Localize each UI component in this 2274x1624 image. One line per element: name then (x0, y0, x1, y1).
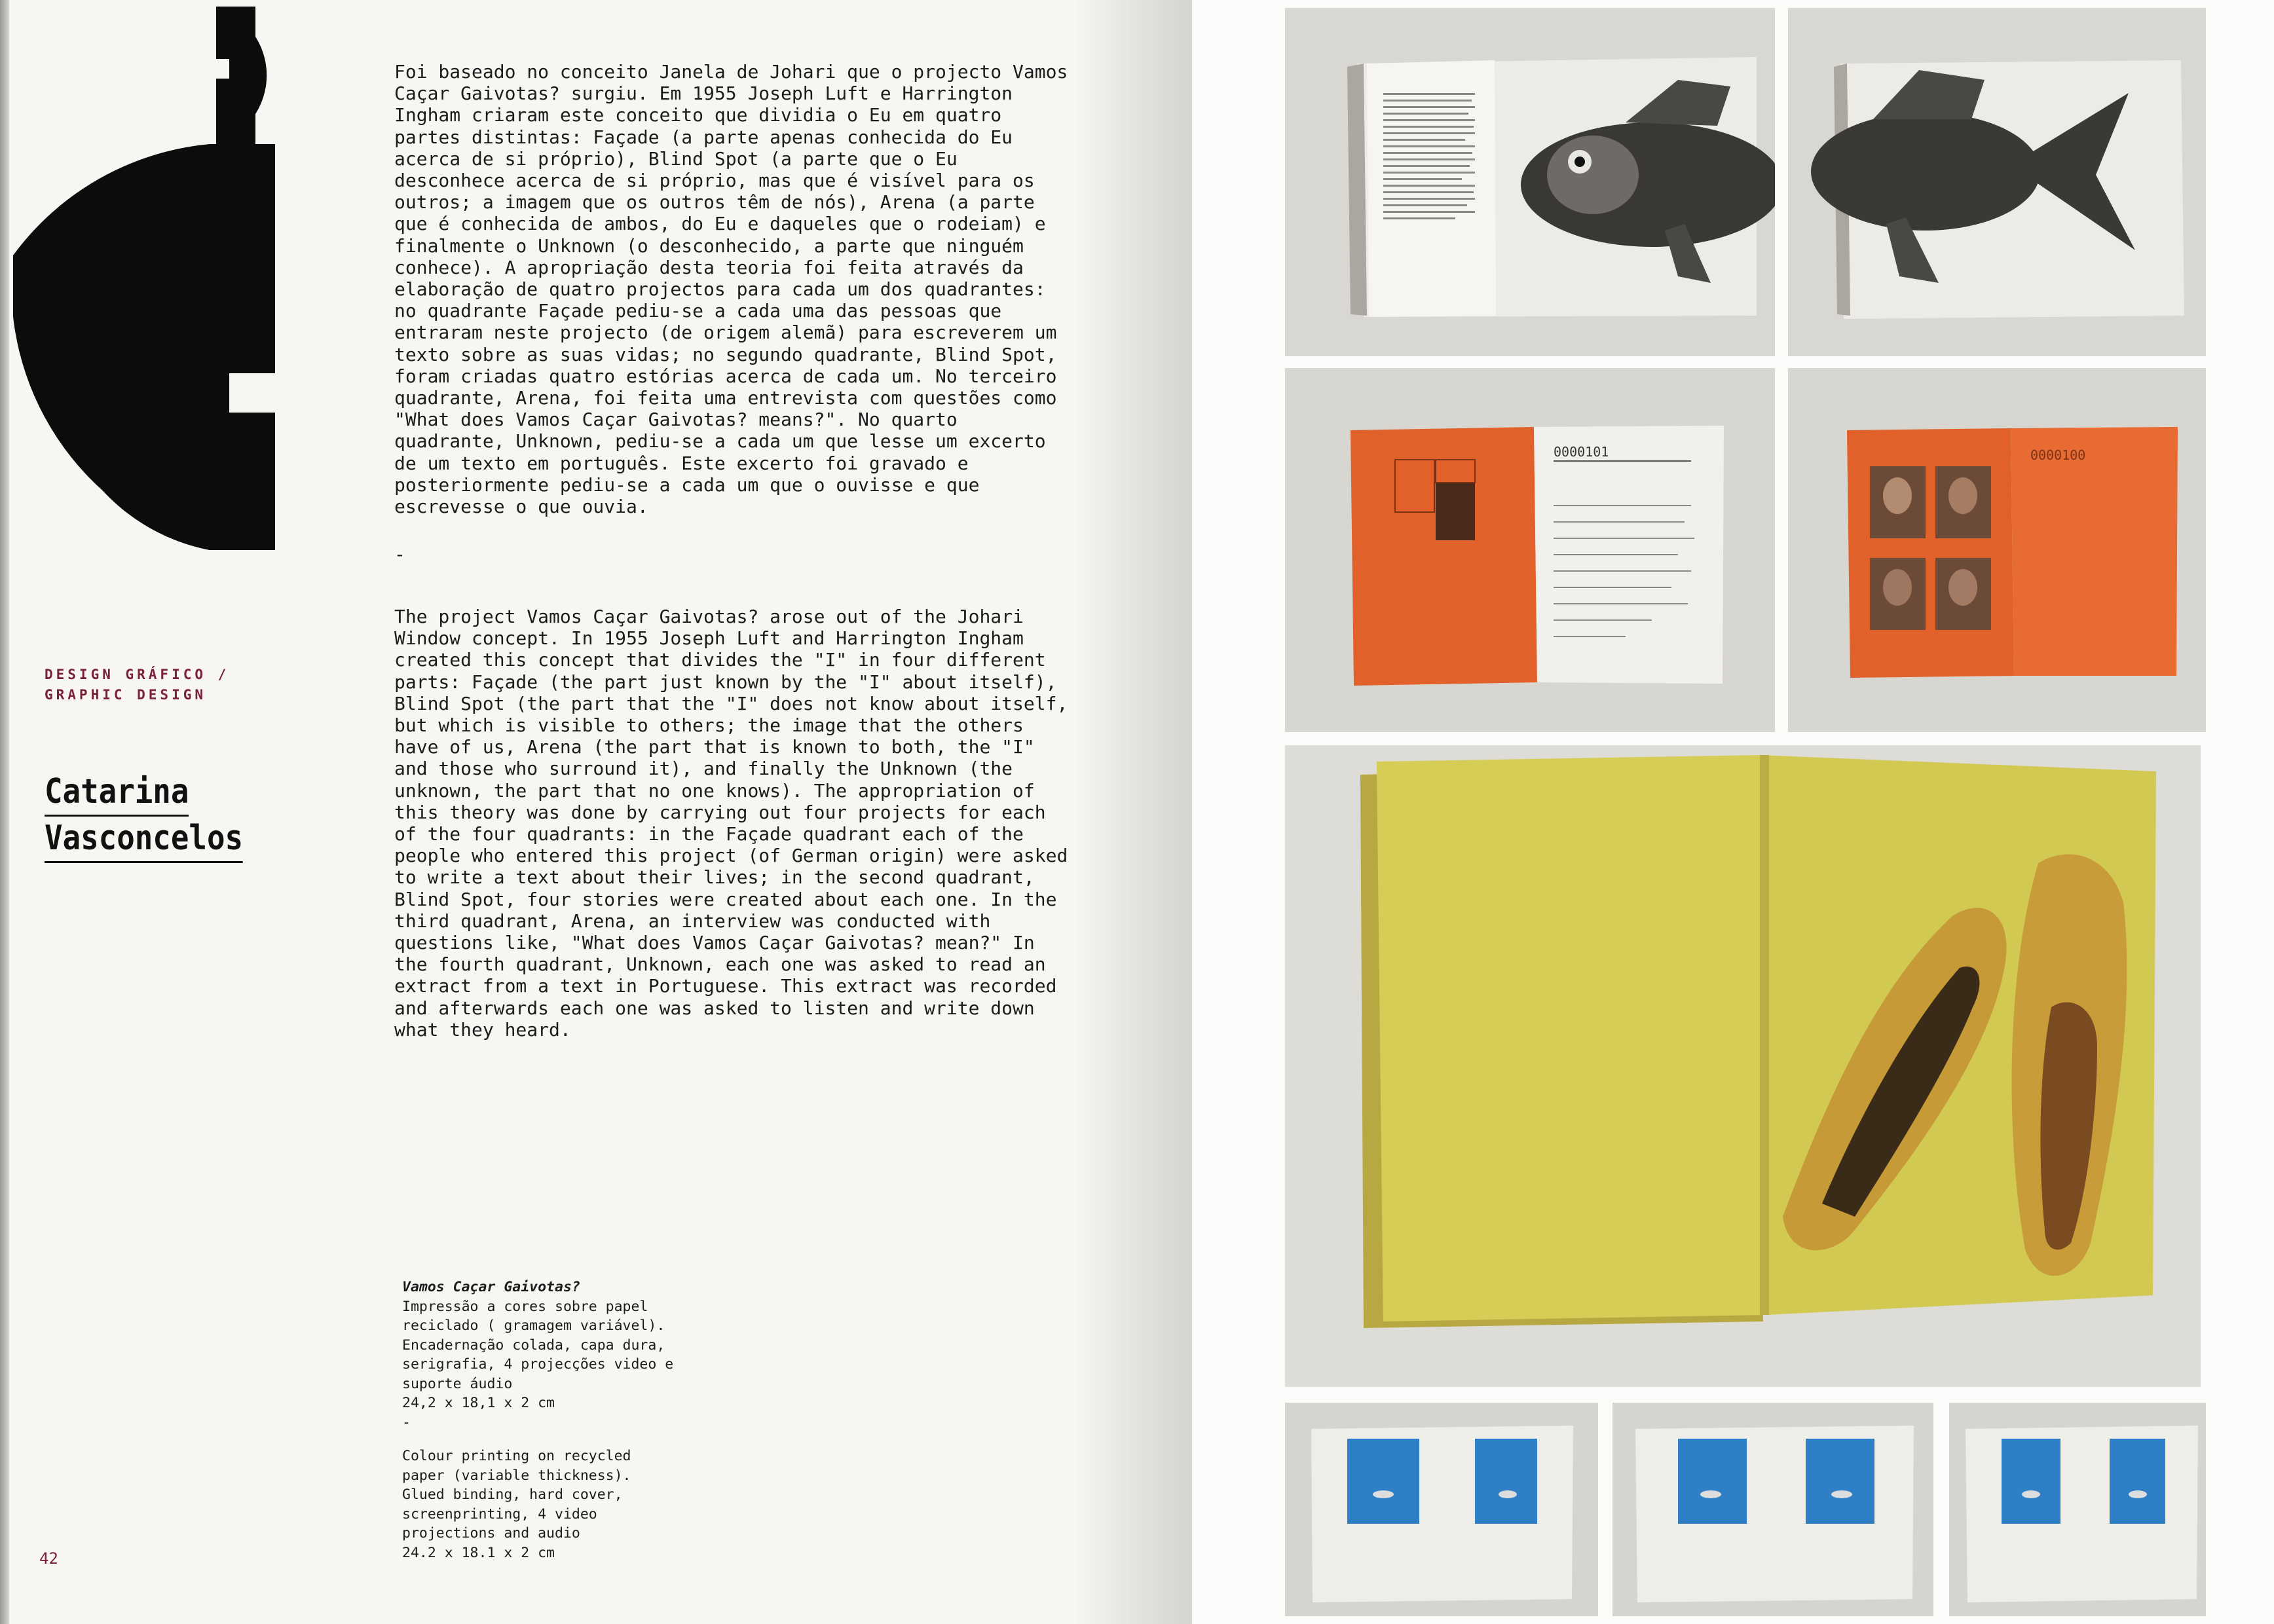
spine-gutter (1074, 0, 1192, 1624)
caption-en-line: Glued binding, hard cover, (402, 1486, 623, 1503)
body-text-portuguese (394, 61, 1069, 517)
caption-en-line: Colour printing on recycled (402, 1448, 631, 1464)
caption-pt-line: serigrafia, 4 projecções video e (402, 1356, 674, 1373)
category-pt: DESIGN GRÁFICO / (45, 667, 230, 682)
photo-book-fish-left (1285, 8, 1775, 356)
caption-en-line: screenprinting, 4 video (402, 1505, 597, 1522)
caption-en-line: projections and audio (402, 1525, 580, 1541)
orange-portraits-label: 0000100 (2030, 447, 2086, 463)
photo-book-shirts-2 (1612, 1403, 1933, 1616)
photo-book-fish-right (1788, 8, 2206, 356)
paragraph-pt: Foi baseado no conceito Janela de Johari que o projecto Vamos Caçar Gaivotas? surgiu. Em 1955 Joseph Luft e Harrington Ingham criaram este conceito que dividia o Eu em quatro partes distintas: Façade (a parte apenas conhecida do Eu acerca de si próprio), Blind Spot (a parte que o Eu desconhece acerca de si próprio, mas que é visível para os outros; a imagem que os outros têm de nós), Arena (a parte que é conhecida de ambos, do Eu e daqueles que o rodeiam) e finalmente o Unknown (o desconhecido, a parte que ninguém conhece). A apropriação desta teoria foi feita através da elaboração de quatro projectos para cada um dos quadrantes: no quadrante Façade pediu-se a cada uma das pessoas que entraram neste projecto (de origem alemã) para escreverem um texto sobre as suas vidas; no segundo quadrante, Blind Spot, foram criadas quatro estórias acerca de cada um. No terceiro quadrante, Arena, foi feita uma entrevista com questões como "What does Vamos Caçar Gaivotas? means?". No quarto quadrante, Unknown, pediu-se a cada um que lesse um excerto de um texto em português. Este excerto foi gravado e posteriormente pediu-se a cada um que o ouvisse e que escrevesse o que ouvia. (394, 61, 1068, 518)
author-name (45, 770, 243, 863)
photo-book-yellow-shoes (1285, 745, 2201, 1387)
artwork-caption (402, 1278, 710, 1562)
caption-pt-line: Encadernação colada, capa dura, (402, 1337, 665, 1354)
photo-book-orange-notes (1285, 368, 1775, 732)
caption-pt-line: 24,2 x 18,1 x 2 cm (402, 1395, 555, 1411)
inverted-question-mark-logo (13, 7, 275, 554)
left-page (0, 0, 1127, 1624)
page-edge-shadow (0, 0, 9, 1624)
page-number: 42 (39, 1549, 58, 1568)
category-en: GRAPHIC DESIGN (45, 687, 207, 703)
category-label (45, 665, 229, 705)
caption-title: Vamos Caçar Gaivotas? (402, 1279, 580, 1295)
author-first-name: Catarina (45, 770, 189, 817)
caption-pt-line: Impressão a cores sobre papel (402, 1298, 648, 1315)
caption-separator: - (402, 1414, 411, 1431)
caption-en-line: paper (variable thickness). (402, 1467, 631, 1484)
section-separator: - (394, 544, 405, 565)
caption-en-line: 24.2 x 18.1 x 2 cm (402, 1544, 555, 1561)
author-last-name: Vasconcelos (45, 817, 243, 863)
photo-book-orange-portraits (1788, 368, 2206, 732)
caption-pt-line: suporte áudio (402, 1375, 513, 1392)
photo-book-shirts-3 (1949, 1403, 2206, 1616)
body-text-english (394, 606, 1069, 1041)
paragraph-en: The project Vamos Caçar Gaivotas? arose out of the Johari Window concept. In 1955 Joseph Luft and Harrington Ingham created this concept that divides the "I" in four different parts: Façade (the part just known by the "I" about itself), Blind Spot (the part that the "I" does not know about itself, but which is visible to others; the image that the others have of us, Arena (the part that is known to both, the "I" and those who surround it), and finally the Unknown (the unknown, the part that no one knows). The appropriation of this theory was done by carrying out four projects for each of the four quadrants: in the Façade quadrant each of the people who entered this project (of German origin) were asked to write a text about their lives; in the second quadrant, Blind Spot, four stories were created about each one. In the third quadrant, Arena, an interview was conducted with questions like, "What does Vamos Caçar Gaivotas? mean?" In the fourth quadrant, Unknown, each one was asked to read an extract from a text in Portuguese. This extract was recorded and afterwards each one was asked to listen and write down what they heard. (394, 606, 1068, 1041)
photo-book-shirts-1 (1285, 1403, 1598, 1616)
caption-pt-line: reciclado ( gramagem variável). (402, 1318, 665, 1334)
orange-notes-label: 0000101 (1554, 444, 1609, 460)
